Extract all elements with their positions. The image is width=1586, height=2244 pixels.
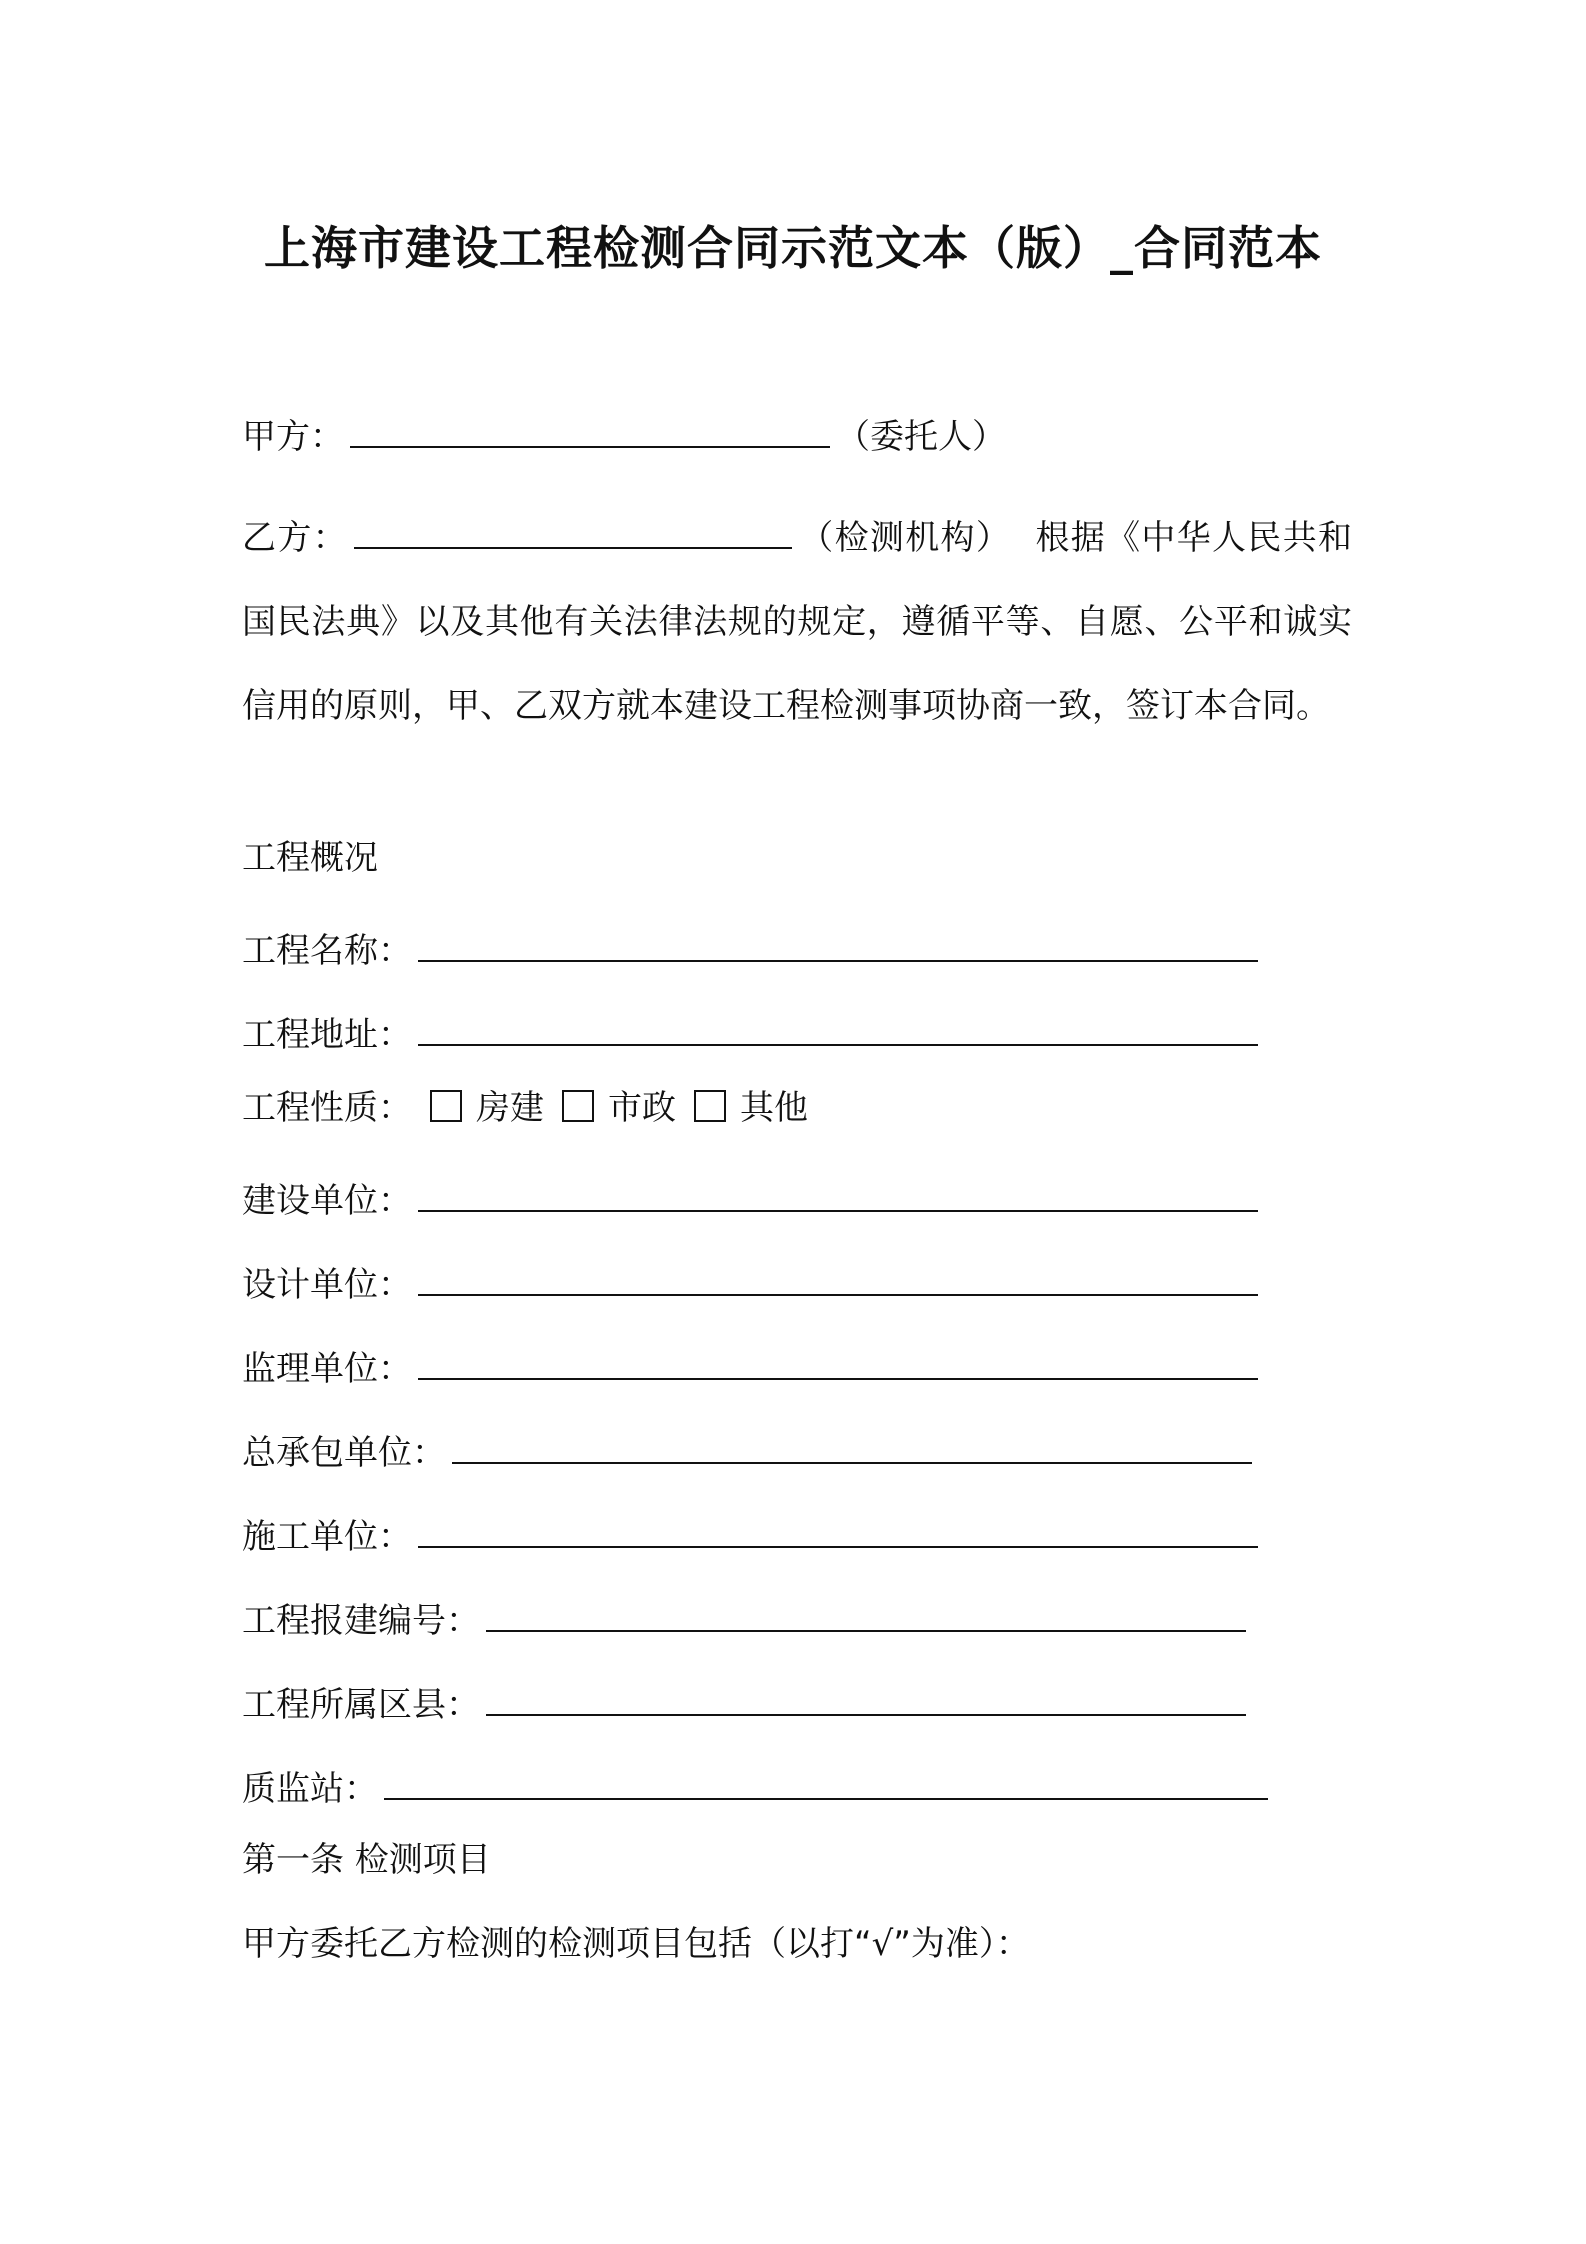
- designer-field[interactable]: [418, 1260, 1258, 1296]
- constructor-label: 施工单位：: [242, 1517, 412, 1557]
- builder-label: 建设单位：: [242, 1181, 412, 1221]
- supervisor-row: [242, 1344, 1264, 1391]
- article-one-heading: 第一条 检测项目: [242, 1840, 491, 1880]
- project-name-field[interactable]: [418, 926, 1258, 962]
- nature-option-housing: 房建: [476, 1088, 544, 1128]
- general-contractor-field[interactable]: [452, 1428, 1252, 1464]
- project-nature-row: [242, 1086, 808, 1130]
- general-contractor-row: [242, 1428, 1258, 1475]
- constructor-field[interactable]: [418, 1512, 1258, 1548]
- registration-field[interactable]: [486, 1596, 1246, 1632]
- registration-row: [242, 1596, 1252, 1643]
- quality-station-field[interactable]: [384, 1764, 1268, 1800]
- constructor-row: [242, 1512, 1264, 1559]
- designer-label: 设计单位：: [242, 1265, 412, 1305]
- nature-option-municipal: 市政: [608, 1088, 676, 1128]
- nature-checkbox-housing[interactable]: [430, 1090, 462, 1122]
- supervisor-label: 监理单位：: [242, 1349, 412, 1389]
- registration-label: 工程报建编号：: [242, 1601, 480, 1641]
- quality-station-label: 质监站：: [242, 1769, 378, 1809]
- overview-heading: 工程概况: [242, 838, 378, 878]
- party-b-suffix: （检测机构）: [797, 518, 1012, 558]
- builder-field[interactable]: [418, 1176, 1258, 1212]
- project-address-row: [242, 1010, 1264, 1057]
- party-b-label: 乙方：: [242, 518, 348, 558]
- project-name-label: 工程名称：: [242, 931, 412, 971]
- party-a-blank[interactable]: [350, 412, 830, 448]
- party-b-text-first: 根据《中华人民共: [1035, 518, 1319, 558]
- district-field[interactable]: [486, 1680, 1246, 1716]
- document-title: 上海市建设工程检测合同示范文本（版）_合同范本: [264, 221, 1322, 275]
- project-name-row: [242, 926, 1264, 973]
- nature-option-other: 其他: [740, 1088, 808, 1128]
- article-one-text: 甲方委托乙方检测的检测项目包括（以打“√”为准）：: [242, 1924, 1030, 1964]
- nature-checkbox-municipal[interactable]: [562, 1090, 594, 1122]
- quality-station-row: [242, 1764, 1274, 1811]
- district-label: 工程所属区县：: [242, 1685, 480, 1725]
- supervisor-field[interactable]: [418, 1344, 1258, 1380]
- project-nature-label: 工程性质：: [242, 1088, 412, 1128]
- party-b-text-rest: 和国民法典》以及其他有关法律法规的规定，遵循平等、自愿、公平和诚实信用的原则，甲、乙双方就本建设工程检测事项协商一致，签订本合同。: [242, 518, 1353, 726]
- district-row: [242, 1680, 1252, 1727]
- party-a-label: 甲方：: [242, 417, 344, 457]
- party-b-blank[interactable]: [354, 513, 792, 549]
- nature-checkbox-other[interactable]: [694, 1090, 726, 1122]
- party-a-line: [242, 412, 1006, 459]
- party-b-paragraph: [242, 496, 1352, 748]
- builder-row: [242, 1176, 1264, 1223]
- project-address-field[interactable]: [418, 1010, 1258, 1046]
- general-contractor-label: 总承包单位：: [242, 1433, 446, 1473]
- project-address-label: 工程地址：: [242, 1015, 412, 1055]
- designer-row: [242, 1260, 1264, 1307]
- party-a-suffix: （委托人）: [836, 417, 1006, 457]
